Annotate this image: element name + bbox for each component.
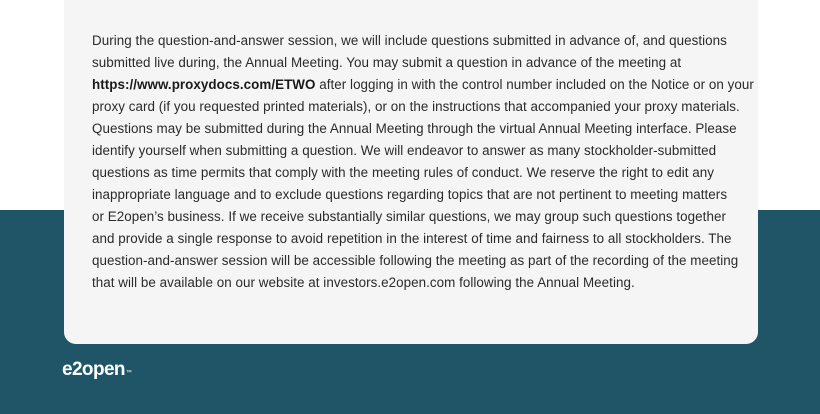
trademark-mark: ™ <box>125 370 132 376</box>
paragraph-line: that will be available on our website at investors.e2open.com following the Annual Meeting. <box>92 275 635 290</box>
paragraph-line: questions as time permits that comply with the meeting rules of conduct. We reserve the right to edit any <box>92 165 715 180</box>
content-card <box>64 0 758 344</box>
qa-paragraph <box>92 30 754 294</box>
paragraph-line <box>92 74 754 96</box>
paragraph-line: Questions may be submitted during the Annual Meeting through the virtual Annual Meeting interface. Please <box>92 121 737 136</box>
paragraph-line: inappropriate language and to exclude questions regarding topics that are not pertinent to meeting matters <box>92 187 728 202</box>
paragraph-line: During the question-and-answer session, we will include questions submitted in advance of, and questions <box>92 33 727 48</box>
paragraph-line: submitted live during, the Annual Meeting. You may submit a question in advance of the meeting at <box>92 55 682 70</box>
paragraph-line: or E2open’s business. If we receive substantially similar questions, we may group such questions together <box>92 209 726 224</box>
paragraph-line: identify yourself when submitting a question. We will endeavor to answer as many stockholder-submitted <box>92 143 717 158</box>
proxydocs-link[interactable]: https://www.proxydocs.com/ETWO <box>92 77 316 92</box>
e2open-logo <box>62 358 131 382</box>
logo-text: e2open <box>62 359 125 380</box>
paragraph-line: question-and-answer session will be accessible following the meeting as part of the recording of the meeting <box>92 253 739 268</box>
paragraph-line: and provide a single response to avoid repetition in the interest of time and fairness to all stockholders. The <box>92 231 732 246</box>
paragraph-line: proxy card (if you requested printed materials), or on the instructions that accompanied your proxy materials. <box>92 99 740 114</box>
paragraph-line-text: after logging in with the control number included on the Notice or on your <box>315 77 754 92</box>
